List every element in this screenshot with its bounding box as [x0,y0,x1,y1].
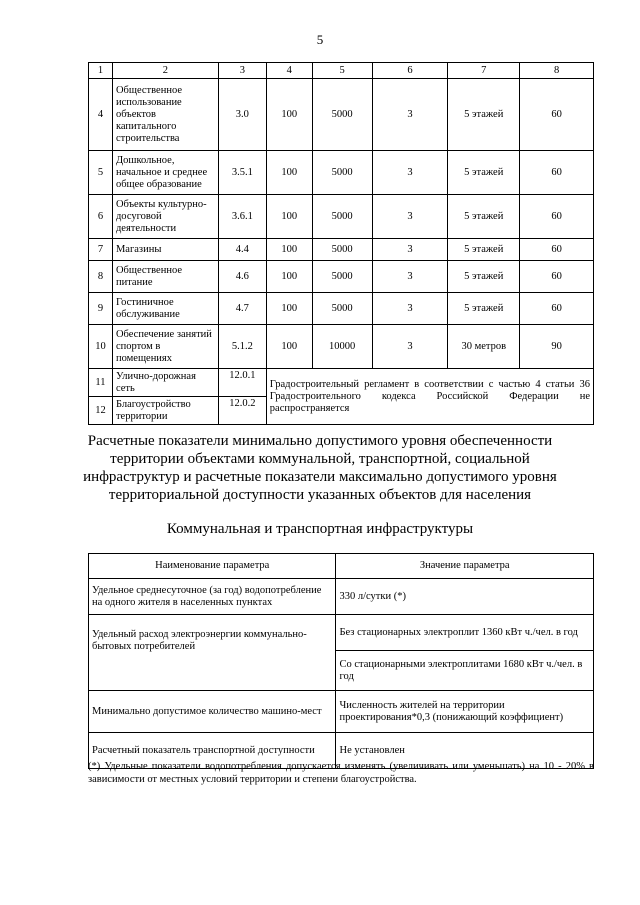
land-use-table [88,62,594,425]
use-type-name: Магазины [112,239,218,261]
cell: 3 [372,79,448,151]
infrastructure-table [88,553,594,769]
header-cell: Значение параметра [336,554,594,579]
regulation-note: Градостроительный регламент в соответствии с частью 4 статьи 36 Градостроительного кодекса Российской Федерации не распространяется [266,369,593,425]
use-type-name: Благоустройство территории [112,397,218,425]
cell: 100 [266,239,312,261]
row-number: 8 [89,261,113,293]
cell: 5000 [312,261,372,293]
table-row [89,325,594,369]
use-code: 4.7 [218,293,266,325]
cell: 60 [520,151,594,195]
page-number: 5 [316,32,324,47]
table-row [89,79,594,151]
table-header-row [89,63,594,79]
table-row [89,691,594,733]
header-cell: 5 [312,63,372,79]
cell: 5 этажей [448,79,520,151]
table-row [89,261,594,293]
cell: 60 [520,79,594,151]
table-row [89,151,594,195]
row-number: 6 [89,195,113,239]
cell: 3 [372,293,448,325]
header-cell: 1 [89,63,113,79]
table-row [89,239,594,261]
use-code: 3.5.1 [218,151,266,195]
row-number: 12 [89,397,113,425]
header-cell: 7 [448,63,520,79]
header-cell: Наименование параметра [89,554,336,579]
use-type-name: Общественное использование объектов капитального строительства [112,79,218,151]
cell: 5 этажей [448,239,520,261]
cell: 5 этажей [448,195,520,239]
header-cell: 2 [112,63,218,79]
row-number: 9 [89,293,113,325]
cell: 60 [520,239,594,261]
param-value: Не установлен [336,733,594,769]
header-cell: 6 [372,63,448,79]
subsection-heading: Коммунальная и транспортная инфраструктуры [166,521,474,537]
cell: 100 [266,261,312,293]
use-code: 3.0 [218,79,266,151]
header-cell: 8 [520,63,594,79]
use-code: 12.0.1 [218,369,266,397]
cell: 3 [372,261,448,293]
cell: 5000 [312,151,372,195]
use-code: 4.6 [218,261,266,293]
row-number: 5 [89,151,113,195]
param-name: Минимально допустимое количество машино-мест [89,691,336,733]
param-name: Удельное среднесуточное (за год) водопотребление на одного жителя в населенных пунктах [89,579,336,615]
cell: 5000 [312,79,372,151]
cell: 100 [266,151,312,195]
row-number: 10 [89,325,113,369]
cell: 90 [520,325,594,369]
table-header-row [89,554,594,579]
row-number: 4 [89,79,113,151]
cell: 3 [372,239,448,261]
cell: 60 [520,195,594,239]
table-row [89,615,594,651]
table-row [89,579,594,615]
use-code: 12.0.2 [218,397,266,425]
cell: 60 [520,261,594,293]
row-number: 7 [89,239,113,261]
cell: 5000 [312,195,372,239]
table-row [89,293,594,325]
cell: 30 метров [448,325,520,369]
use-code: 3.6.1 [218,195,266,239]
header-cell: 4 [266,63,312,79]
cell: 5 этажей [448,293,520,325]
use-type-name: Обеспечение занятий спортом в помещениях [112,325,218,369]
param-value: Численность жителей на территории проектирования*0,3 (понижающий коэффициент) [336,691,594,733]
table-row [89,369,594,397]
use-type-name: Гостиничное обслуживание [112,293,218,325]
use-type-name: Общественное питание [112,261,218,293]
cell: 3 [372,151,448,195]
use-type-name: Улично-дорожная сеть [112,369,218,397]
use-code: 5.1.2 [218,325,266,369]
cell: 3 [372,195,448,239]
footnote: (*) Удельные показатели водопотребления допускается изменять (увеличивать или уменьшать) на 10 - 20% в зависимости от местных условий территории и степени благоустройства. [88,761,594,785]
cell: 60 [520,293,594,325]
cell: 10000 [312,325,372,369]
table-row [89,195,594,239]
cell: 5 этажей [448,151,520,195]
cell: 100 [266,325,312,369]
header-cell: 3 [218,63,266,79]
cell: 5000 [312,239,372,261]
cell: 100 [266,195,312,239]
row-number: 11 [89,369,113,397]
use-code: 4.4 [218,239,266,261]
param-value: 330 л/сутки (*) [336,579,594,615]
cell: 3 [372,325,448,369]
section-heading: Расчетные показатели минимально допустимого уровня обеспеченности территории объектами коммунальной, транспортной, социальной инфраструктур и расчетные показатели максимально допустимого уровня территориальной доступности указанных объектов для населения [83,433,557,503]
cell: 5 этажей [448,261,520,293]
use-type-name: Дошкольное, начальное и среднее общее образование [112,151,218,195]
param-value: Со стационарными электроплитами 1680 кВт ч./чел. в год [336,651,594,691]
use-type-name: Объекты культурно-досуговой деятельности [112,195,218,239]
cell: 100 [266,79,312,151]
param-value: Без стационарных электроплит 1360 кВт ч./чел. в год [336,615,594,651]
param-name: Расчетный показатель транспортной доступности [89,733,336,769]
cell: 5000 [312,293,372,325]
param-name: Удельный расход электроэнергии коммунально-бытовых потребителей [89,615,336,691]
cell: 100 [266,293,312,325]
